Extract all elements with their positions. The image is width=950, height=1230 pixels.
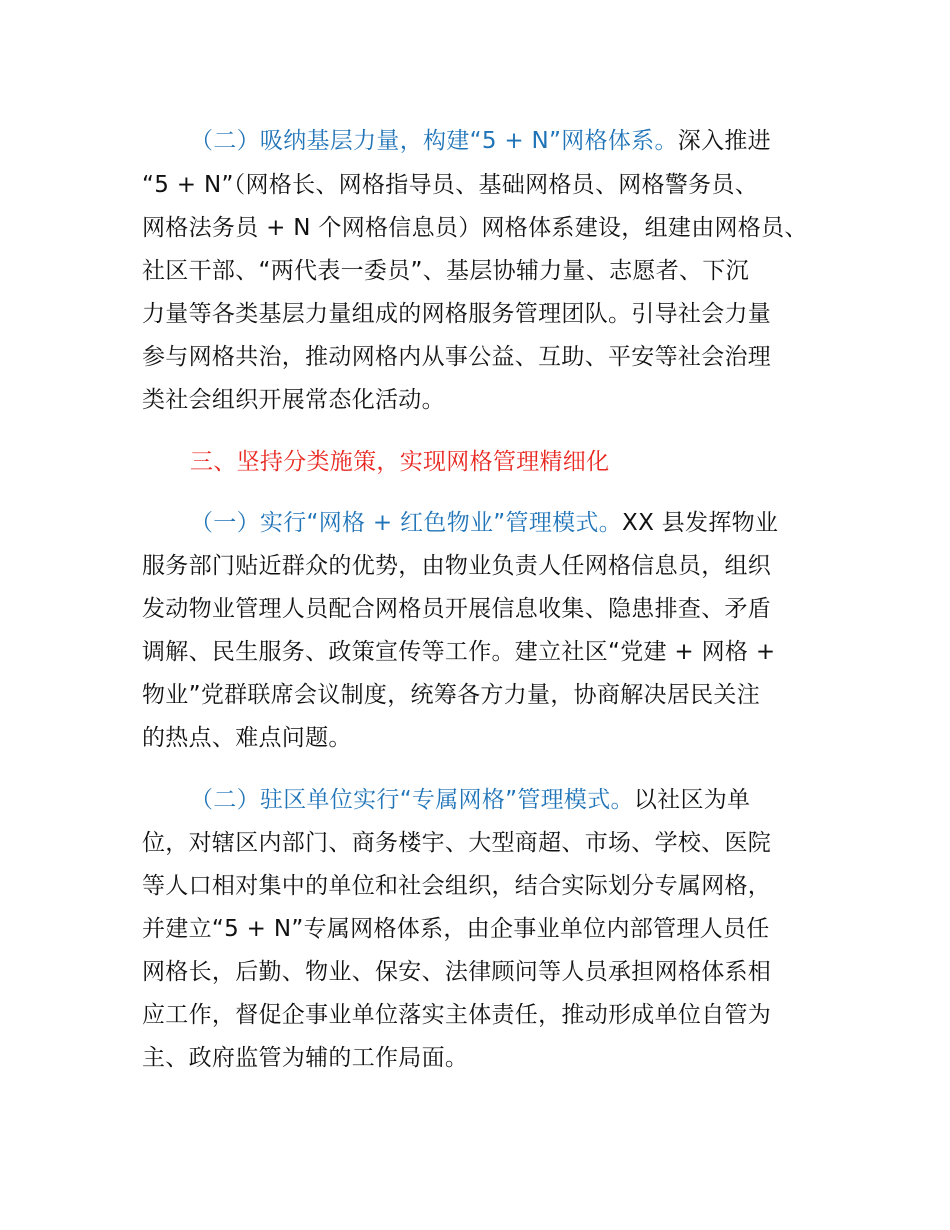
- paragraph-3-line: 等人口相对集中的单位和社会组织，结合实际划分专属网格，: [142, 873, 772, 899]
- paragraph-1-text: 深入推进: [677, 128, 771, 154]
- paragraph-2-line: 服务部门贴近群众的优势，由物业负责人任网格信息员，组织: [142, 553, 772, 579]
- section-3-title: 三、坚持分类施策，实现网格管理精细化: [190, 449, 610, 475]
- paragraph-1-line: 类社会组织开展常态化活动。: [142, 387, 445, 413]
- paragraph-3-first-line: [190, 785, 750, 815]
- paragraph-1-line: “5 + N”（网格长、网格指导员、基础网格员、网格警务员、: [142, 172, 759, 198]
- paragraph-2-text: XX 县发挥物业: [622, 510, 779, 536]
- paragraph-2-line: 的热点、难点问题。: [142, 725, 352, 751]
- paragraph-1-heading: （二）吸纳基层力量，构建“5 + N”网格体系。: [190, 128, 678, 154]
- paragraph-1-line: 网格法务员 + N 个网格信息员）网格体系建设，组建由网格员、: [142, 215, 808, 241]
- paragraph-1-line: 力量等各类基层力量组成的网格服务管理团队。引导社会力量: [142, 301, 772, 327]
- paragraph-1-first-line: [190, 126, 771, 156]
- paragraph-3-heading: （二）驻区单位实行“专属网格”管理模式。: [190, 787, 634, 813]
- paragraph-3-line: 应工作，督促企事业单位落实主体责任，推动形成单位自管为: [142, 1002, 772, 1028]
- paragraph-3-line: 位，对辖区内部门、商务楼宇、大型商超、市场、学校、医院: [142, 830, 772, 856]
- paragraph-3-line: 网格长，后勤、物业、保安、法律顾问等人员承担网格体系相: [142, 959, 772, 985]
- paragraph-2-first-line: [190, 508, 778, 538]
- paragraph-1-line: 社区干部、“两代表一委员”、基层协辅力量、志愿者、下沉: [142, 258, 749, 284]
- paragraph-2-heading: （一）实行“网格 + 红色物业”管理模式。: [190, 510, 623, 536]
- paragraph-2-line: 发动物业管理人员配合网格员开展信息收集、隐患排查、矛盾: [142, 596, 772, 622]
- paragraph-3-line: 并建立“5 + N”专属网格体系，由企事业单位内部管理人员任: [142, 916, 770, 942]
- paragraph-2-line: 物业”党群联席会议制度，统筹各方力量，协商解决居民关注: [142, 682, 761, 708]
- paragraph-3-text: 以社区为单: [633, 787, 751, 813]
- paragraph-3-line: 主、政府监管为辅的工作局面。: [142, 1045, 469, 1071]
- paragraph-2-line: 调解、民生服务、政策宣传等工作。建立社区“党建 + 网格 +: [142, 639, 776, 665]
- paragraph-1-line: 参与网格共治，推动网格内从事公益、互助、平安等社会治理: [142, 344, 772, 370]
